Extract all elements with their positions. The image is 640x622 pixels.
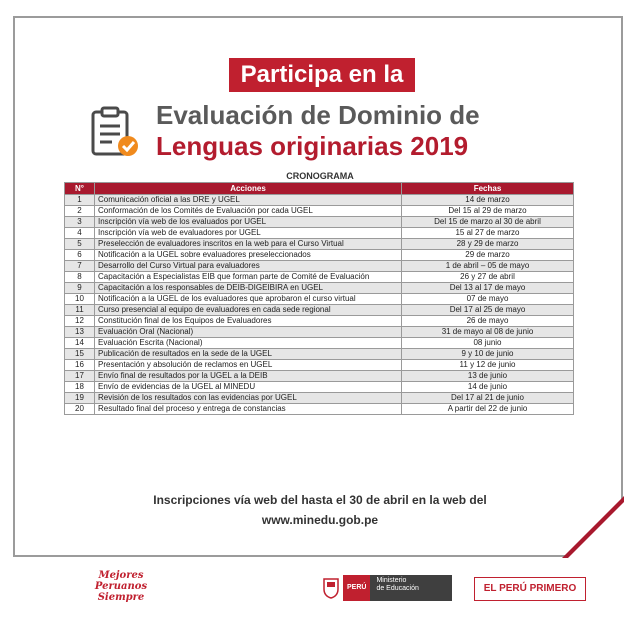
row-number: 3	[65, 217, 95, 228]
row-dates: Del 15 de marzo al 30 de abril	[402, 217, 574, 228]
row-action: Conformación de los Comités de Evaluación por cada UGEL	[95, 206, 402, 217]
footer-registration-text: Inscripciones vía web del hasta el 30 de abril en la web del	[153, 493, 487, 507]
row-number: 16	[65, 360, 95, 371]
row-number: 7	[65, 261, 95, 272]
row-action: Capacitación a los responsables de DEIB-DIGEIBIRA en UGEL	[95, 283, 402, 294]
row-action: Revisión de los resultados con las evidencias por UGEL	[95, 393, 402, 404]
row-action: Capacitación a Especialistas EIB que forman parte de Comité de Evaluación	[95, 272, 402, 283]
row-action: Notificación a la UGEL de los evaluadores que aprobaron el curso virtual	[95, 294, 402, 305]
row-action: Constitución final de los Equipos de Evaluadores	[95, 316, 402, 327]
row-dates: 26 de mayo	[402, 316, 574, 327]
table-header-row	[65, 183, 574, 195]
row-dates: 11 y 12 de junio	[402, 360, 574, 371]
row-number: 14	[65, 338, 95, 349]
row-action: Presentación y absolución de reclamos en UGEL	[95, 360, 402, 371]
row-action: Envío de evidencias de la UGEL al MINEDU	[95, 382, 402, 393]
table-row	[65, 195, 574, 206]
row-action: Inscripción vía web de evaluadores por UGEL	[95, 228, 402, 239]
row-dates: 14 de junio	[402, 382, 574, 393]
row-dates: 9 y 10 de junio	[402, 349, 574, 360]
footer-website-link[interactable]: www.minedu.gob.pe	[261, 513, 379, 527]
table-row	[65, 283, 574, 294]
row-dates: 07 de mayo	[402, 294, 574, 305]
row-dates: 31 de mayo al 08 de junio	[402, 327, 574, 338]
table-row	[65, 327, 574, 338]
row-dates: 15 al 27 de marzo	[402, 228, 574, 239]
row-dates: Del 17 al 21 de junio	[402, 393, 574, 404]
row-action: Evaluación Oral (Nacional)	[95, 327, 402, 338]
table-row	[65, 305, 574, 316]
schedule-table	[64, 182, 574, 415]
row-action: Publicación de resultados en la sede de la UGEL	[95, 349, 402, 360]
ministry-logo	[322, 574, 452, 602]
ministry-name	[370, 575, 452, 601]
row-dates: 26 y 27 de abril	[402, 272, 574, 283]
table-row	[65, 371, 574, 382]
row-dates: Del 13 al 17 de mayo	[402, 283, 574, 294]
poster-frame-right-edge	[621, 16, 623, 557]
row-number: 2	[65, 206, 95, 217]
clipboard-check-icon	[88, 106, 142, 160]
row-dates: 1 de abril – 05 de mayo	[402, 261, 574, 272]
row-action: Envío final de resultados por la UGEL a la DEIB	[95, 371, 402, 382]
row-number: 13	[65, 327, 95, 338]
row-number: 4	[65, 228, 95, 239]
el-peru-primero-logo: EL PERÚ PRIMERO	[474, 577, 586, 601]
row-number: 12	[65, 316, 95, 327]
table-row	[65, 316, 574, 327]
row-number: 20	[65, 404, 95, 415]
row-number: 17	[65, 371, 95, 382]
schedule-rows	[65, 195, 574, 415]
row-action: Preselección de evaluadores inscritos en la web para el Curso Virtual	[95, 239, 402, 250]
row-number: 11	[65, 305, 95, 316]
row-dates: A partir del 22 de junio	[402, 404, 574, 415]
row-number: 5	[65, 239, 95, 250]
column-header-dates: Fechas	[402, 183, 574, 195]
peru-shield-icon	[322, 577, 340, 599]
peru-label: PERÚ	[343, 575, 370, 601]
table-row	[65, 272, 574, 283]
table-row	[65, 404, 574, 415]
row-dates: 29 de marzo	[402, 250, 574, 261]
table-row	[65, 382, 574, 393]
row-dates: Del 15 al 29 de marzo	[402, 206, 574, 217]
table-row	[65, 349, 574, 360]
mejores-peruanos-siempre-logo	[76, 570, 166, 610]
table-row	[65, 338, 574, 349]
table-row	[65, 217, 574, 228]
table-row	[65, 250, 574, 261]
row-number: 9	[65, 283, 95, 294]
table-row	[65, 228, 574, 239]
table-row	[65, 239, 574, 250]
header-banner: Participa en la	[229, 58, 415, 92]
row-dates: Del 17 al 25 de mayo	[402, 305, 574, 316]
schedule-heading: CRONOGRAMA	[286, 171, 354, 181]
table-row	[65, 294, 574, 305]
row-dates: 28 y 29 de marzo	[402, 239, 574, 250]
ministry-name-line: Ministerio	[376, 577, 407, 584]
row-action: Comunicación oficial a las DRE y UGEL	[95, 195, 402, 206]
logo-text-line: Mejores	[98, 570, 144, 581]
title-line-2: Lenguas originarias 2019	[156, 131, 469, 161]
row-dates: 14 de marzo	[402, 195, 574, 206]
row-number: 15	[65, 349, 95, 360]
row-dates: 13 de junio	[402, 371, 574, 382]
row-number: 1	[65, 195, 95, 206]
row-action: Notificación a la UGEL sobre evaluadores preseleccionados	[95, 250, 402, 261]
row-action: Curso presencial al equipo de evaluadores en cada sede regional	[95, 305, 402, 316]
row-action: Inscripción vía web de los evaluados por UGEL	[95, 217, 402, 228]
table-row	[65, 261, 574, 272]
table-row	[65, 393, 574, 404]
table-row	[65, 360, 574, 371]
logo-text-line: Siempre	[97, 592, 145, 603]
corner-decoration-inner	[568, 502, 624, 558]
logo-text-line: Peruanos	[94, 581, 148, 592]
row-number: 19	[65, 393, 95, 404]
row-action: Desarrollo del Curso Virtual para evaluadores	[95, 261, 402, 272]
row-dates: 08 junio	[402, 338, 574, 349]
ministry-name-line: de Educación	[376, 585, 419, 592]
row-number: 8	[65, 272, 95, 283]
column-header-action: Acciones	[95, 183, 402, 195]
column-header-num: N°	[65, 183, 95, 195]
row-action: Evaluación Escrita (Nacional)	[95, 338, 402, 349]
table-row	[65, 206, 574, 217]
row-number: 6	[65, 250, 95, 261]
title-line-1: Evaluación de Dominio de	[156, 100, 480, 130]
row-number: 10	[65, 294, 95, 305]
row-number: 18	[65, 382, 95, 393]
row-action: Resultado final del proceso y entrega de constancias	[95, 404, 402, 415]
